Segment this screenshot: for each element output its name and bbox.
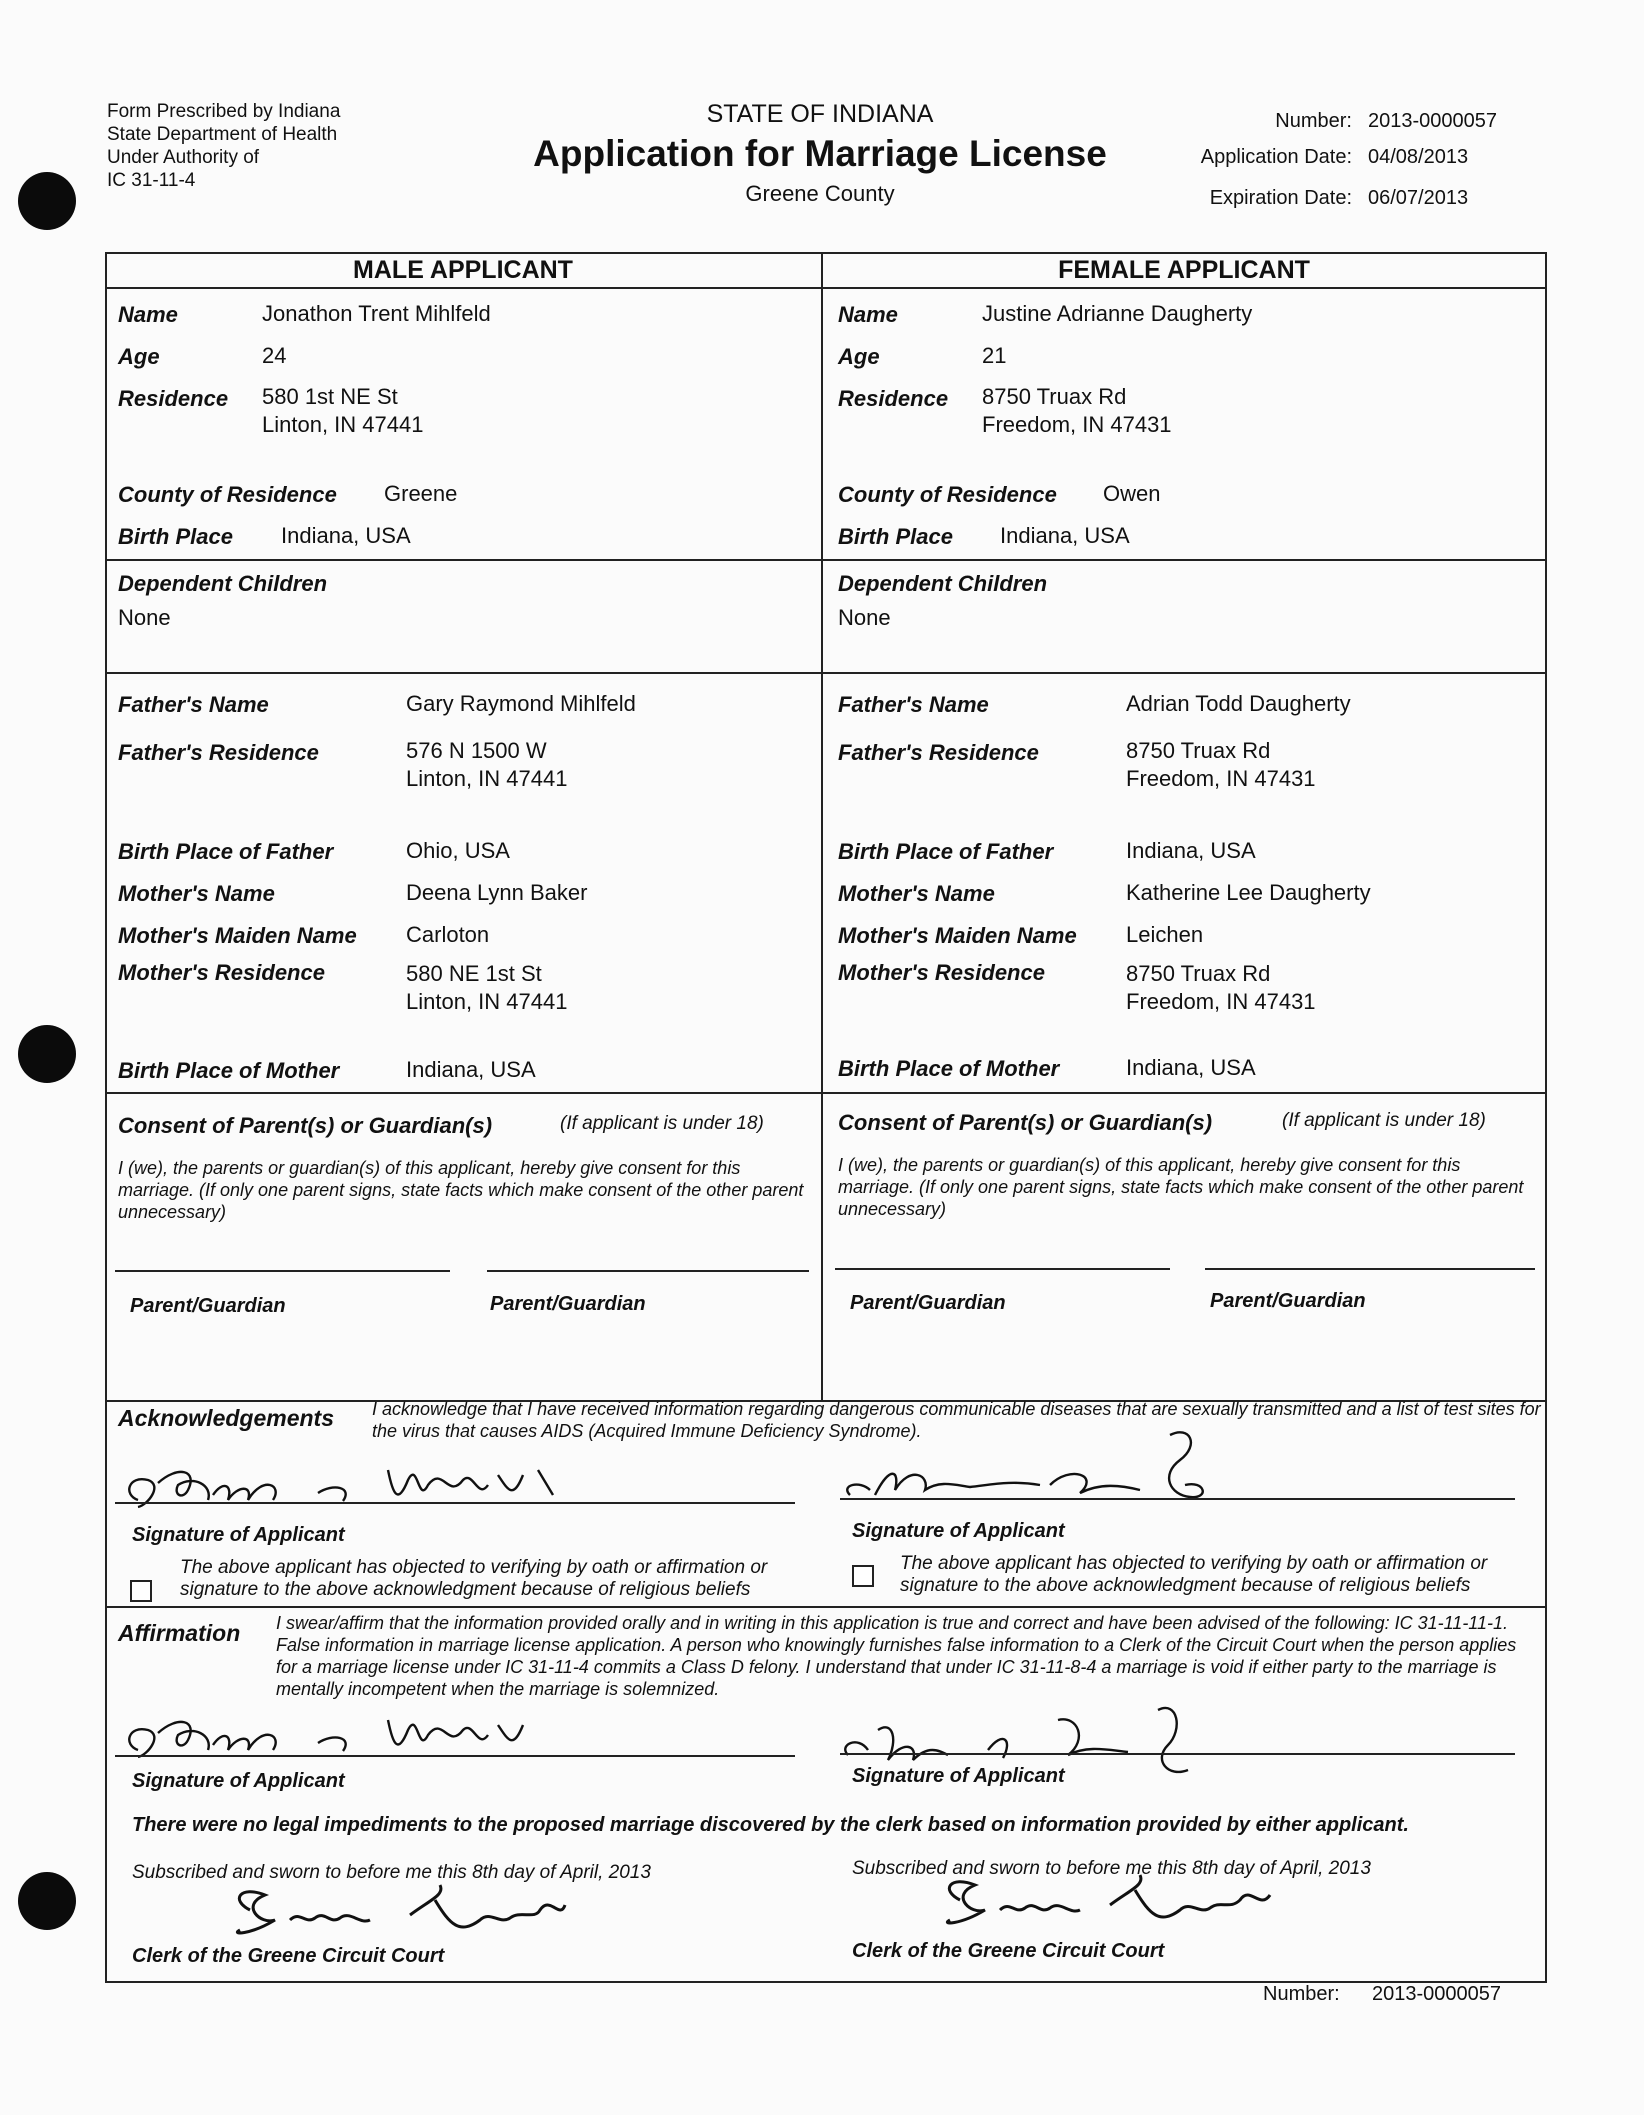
signature-scrawl xyxy=(220,1880,600,1950)
male-county-value: Greene xyxy=(384,481,458,506)
female-county-value: Owen xyxy=(1103,481,1161,506)
female-ack-signature-line xyxy=(840,1498,1515,1500)
male-ack-signature xyxy=(118,1455,578,1515)
female-fathers-residence-label: Father's Residence xyxy=(838,740,1039,765)
divider xyxy=(105,1606,1547,1608)
female-birthplace-label: Birth Place xyxy=(838,524,953,549)
male-sworn-text: Subscribed and sworn to before me this 8th day of April, 2013 xyxy=(132,1862,651,1883)
male-parent-guardian-label-1: Parent/Guardian xyxy=(130,1295,286,1317)
male-birthplace-value: Indiana, USA xyxy=(281,523,411,548)
female-parent-signature-line-2 xyxy=(1205,1268,1535,1270)
male-father-birthplace-label: Birth Place of Father xyxy=(118,839,334,864)
female-consent-title: Consent of Parent(s) or Guardian(s) xyxy=(838,1110,1213,1135)
female-objection-text: The above applicant has objected to verifying by oath or affirmation or signature to the above acknowledgment because of religious beliefs xyxy=(900,1553,1488,1596)
female-clerk-signature xyxy=(930,1870,1310,1940)
female-mothers-residence-label: Mother's Residence xyxy=(838,960,1045,985)
male-ack-signature-line xyxy=(115,1502,795,1504)
female-parent-signature-line-1 xyxy=(835,1268,1170,1270)
female-father-birthplace-value: Indiana, USA xyxy=(1126,838,1256,863)
male-fathers-residence-line1: 576 N 1500 W xyxy=(406,738,547,763)
male-ack-signature-caption: Signature of Applicant xyxy=(132,1524,345,1546)
female-mothers-maiden-value: Leichen xyxy=(1126,922,1204,947)
female-residence-line1: 8750 Truax Rd xyxy=(982,384,1127,409)
male-county-label: County of Residence xyxy=(118,482,337,507)
male-name-label: Name xyxy=(118,302,178,327)
male-mothers-residence-line1: 580 NE 1st St xyxy=(406,961,542,986)
female-ack-signature xyxy=(840,1425,1240,1515)
female-objection-checkbox[interactable] xyxy=(852,1565,874,1587)
number-label: Number: xyxy=(1275,110,1352,132)
male-consent-text: I (we), the parents or guardian(s) of this applicant, hereby give consent for this marriage. (If only one parent signs, state facts which make consent of the other parent unnecessary) xyxy=(118,1158,804,1222)
female-consent-text: I (we), the parents or guardian(s) of this applicant, hereby give consent for this marriage. (If only one parent signs, state facts which make consent of the other parent unnecessary) xyxy=(838,1155,1524,1219)
male-objection-checkbox[interactable] xyxy=(130,1580,152,1602)
female-dependent-children-value: None xyxy=(838,605,891,630)
male-age-value: 24 xyxy=(262,343,287,368)
male-mothers-maiden-value: Carloton xyxy=(406,922,490,947)
female-fathers-residence-line2: Freedom, IN 47431 xyxy=(1126,766,1316,791)
female-consent-note: (If applicant is under 18) xyxy=(1282,1110,1486,1131)
male-parent-signature-line-1 xyxy=(115,1270,450,1272)
male-mothers-maiden-label: Mother's Maiden Name xyxy=(118,923,357,948)
male-dependent-children-value: None xyxy=(118,605,171,630)
female-ack-signature-caption: Signature of Applicant xyxy=(852,1520,1065,1542)
female-fathers-name-value: Adrian Todd Daugherty xyxy=(1126,691,1351,716)
female-parent-guardian-label-2: Parent/Guardian xyxy=(1210,1290,1366,1312)
punch-hole-top xyxy=(18,172,76,230)
male-mothers-name-label: Mother's Name xyxy=(118,881,275,906)
female-mothers-residence-line1: 8750 Truax Rd xyxy=(1126,961,1271,986)
signature-scrawl xyxy=(840,1425,1240,1515)
male-aff-signature-line xyxy=(115,1755,795,1757)
male-clerk-caption: Clerk of the Greene Circuit Court xyxy=(132,1945,445,1967)
female-dependent-children-label: Dependent Children xyxy=(838,571,1048,596)
male-parent-signature-line-2 xyxy=(487,1270,809,1272)
female-age-value: 21 xyxy=(982,343,1007,368)
female-mother-birthplace-label: Birth Place of Mother xyxy=(838,1056,1060,1081)
punch-hole-bottom xyxy=(18,1872,76,1930)
prescribed-line: State Department of Health xyxy=(107,124,338,145)
county-name: Greene County xyxy=(745,181,895,206)
expiration-date-label: Expiration Date: xyxy=(1209,187,1352,209)
application-date-value: 04/08/2013 xyxy=(1368,146,1469,168)
female-residence-label: Residence xyxy=(838,386,949,411)
female-parent-guardian-label-1: Parent/Guardian xyxy=(850,1292,1006,1314)
male-age-label: Age xyxy=(118,344,160,369)
title-block xyxy=(500,100,1140,207)
female-birthplace-value: Indiana, USA xyxy=(1000,523,1130,548)
male-fathers-name-label: Father's Name xyxy=(118,692,269,717)
male-name-value: Jonathon Trent Mihlfeld xyxy=(262,301,491,326)
footer-number-value: 2013-0000057 xyxy=(1372,1983,1502,2005)
female-clerk-caption: Clerk of the Greene Circuit Court xyxy=(852,1940,1165,1962)
acknowledgements-title: Acknowledgements xyxy=(118,1405,334,1431)
male-clerk-signature xyxy=(220,1880,600,1950)
female-aff-signature-caption: Signature of Applicant xyxy=(852,1765,1065,1787)
punch-hole-middle xyxy=(18,1025,76,1083)
footer-number-label: Number: xyxy=(1263,1983,1340,2005)
female-aff-signature-line xyxy=(840,1753,1515,1755)
divider xyxy=(105,287,1547,289)
male-objection-text: The above applicant has objected to verifying by oath or affirmation or signature to the above acknowledgment because of religious beliefs xyxy=(180,1557,768,1600)
female-applicant-heading: FEMALE APPLICANT xyxy=(1058,256,1310,284)
male-birthplace-label: Birth Place xyxy=(118,524,233,549)
affirmation-text: I swear/affirm that the information provided orally and in writing in this application is true and correct and have been advised of the following: IC 31-11-11-1. False information in marriage license application. A person who knowingly furnishes false information to a Clerk of the Circuit Court when the person applies for a marriage license under IC 31-11-4 commits a Class D felony. I understand that under IC 31-11-8-4 a marriage is void if either party to the marriage is mentally incompetent when the marriage is solemnized. xyxy=(276,1613,1517,1699)
male-aff-signature-caption: Signature of Applicant xyxy=(132,1770,345,1792)
male-mothers-name-value: Deena Lynn Baker xyxy=(406,880,588,905)
male-residence-line2: Linton, IN 47441 xyxy=(262,412,424,437)
female-name-label: Name xyxy=(838,302,898,327)
female-name-value: Justine Adrianne Daugherty xyxy=(982,301,1253,326)
acknowledgements-text: I acknowledge that I have received information regarding dangerous communicable diseases that are sexually transmitted and a list of test sites for the virus that causes AIDS (Acquired Immune Deficiency Syndrome). xyxy=(372,1399,1541,1441)
male-father-birthplace-value: Ohio, USA xyxy=(406,838,510,863)
signature-scrawl xyxy=(930,1870,1310,1940)
female-fathers-residence-line1: 8750 Truax Rd xyxy=(1126,738,1271,763)
female-age-label: Age xyxy=(838,344,880,369)
male-mother-birthplace-label: Birth Place of Mother xyxy=(118,1058,340,1083)
state-name: STATE OF INDIANA xyxy=(706,100,934,128)
male-mothers-residence-label: Mother's Residence xyxy=(118,960,325,985)
female-mothers-residence-line2: Freedom, IN 47431 xyxy=(1126,989,1316,1014)
application-date-label: Application Date: xyxy=(1200,146,1352,168)
male-consent-title: Consent of Parent(s) or Guardian(s) xyxy=(118,1113,493,1138)
male-parent-guardian-label-2: Parent/Guardian xyxy=(490,1293,646,1315)
male-applicant-heading: MALE APPLICANT xyxy=(353,256,573,284)
male-mother-birthplace-value: Indiana, USA xyxy=(406,1057,536,1082)
page-title: Application for Marriage License xyxy=(533,133,1107,174)
form-prescribed-block xyxy=(107,100,340,192)
female-mother-birthplace-value: Indiana, USA xyxy=(1126,1055,1256,1080)
female-sworn-text: Subscribed and sworn to before me this 8th day of April, 2013 xyxy=(852,1858,1371,1879)
female-fathers-name-label: Father's Name xyxy=(838,692,989,717)
female-mothers-name-label: Mother's Name xyxy=(838,881,995,906)
female-residence-line2: Freedom, IN 47431 xyxy=(982,412,1172,437)
female-father-birthplace-label: Birth Place of Father xyxy=(838,839,1054,864)
divider xyxy=(105,1092,1547,1094)
divider xyxy=(105,672,1547,674)
divider xyxy=(105,559,1547,561)
column-divider xyxy=(821,252,823,1402)
male-mothers-residence-line2: Linton, IN 47441 xyxy=(406,989,568,1014)
male-fathers-name-value: Gary Raymond Mihlfeld xyxy=(406,691,636,716)
no-impediments-statement: There were no legal impediments to the proposed marriage discovered by the clerk based on information provided by either applicant. xyxy=(132,1814,1409,1836)
signature-scrawl xyxy=(118,1455,578,1515)
male-fathers-residence-line2: Linton, IN 47441 xyxy=(406,766,568,791)
male-dependent-children-label: Dependent Children xyxy=(118,571,328,596)
affirmation-title: Affirmation xyxy=(118,1620,241,1646)
number-value: 2013-0000057 xyxy=(1368,110,1498,132)
expiration-date-value: 06/07/2013 xyxy=(1368,187,1469,209)
male-consent-note: (If applicant is under 18) xyxy=(560,1113,764,1134)
male-residence-line1: 580 1st NE St xyxy=(262,384,398,409)
prescribed-line: IC 31-11-4 xyxy=(107,170,196,191)
male-fathers-residence-label: Father's Residence xyxy=(118,740,319,765)
female-county-label: County of Residence xyxy=(838,482,1057,507)
female-mothers-maiden-label: Mother's Maiden Name xyxy=(838,923,1077,948)
female-mothers-name-value: Katherine Lee Daugherty xyxy=(1126,880,1371,905)
prescribed-line: Under Authority of xyxy=(107,147,260,168)
prescribed-line: Form Prescribed by Indiana xyxy=(107,101,341,122)
male-residence-label: Residence xyxy=(118,386,229,411)
